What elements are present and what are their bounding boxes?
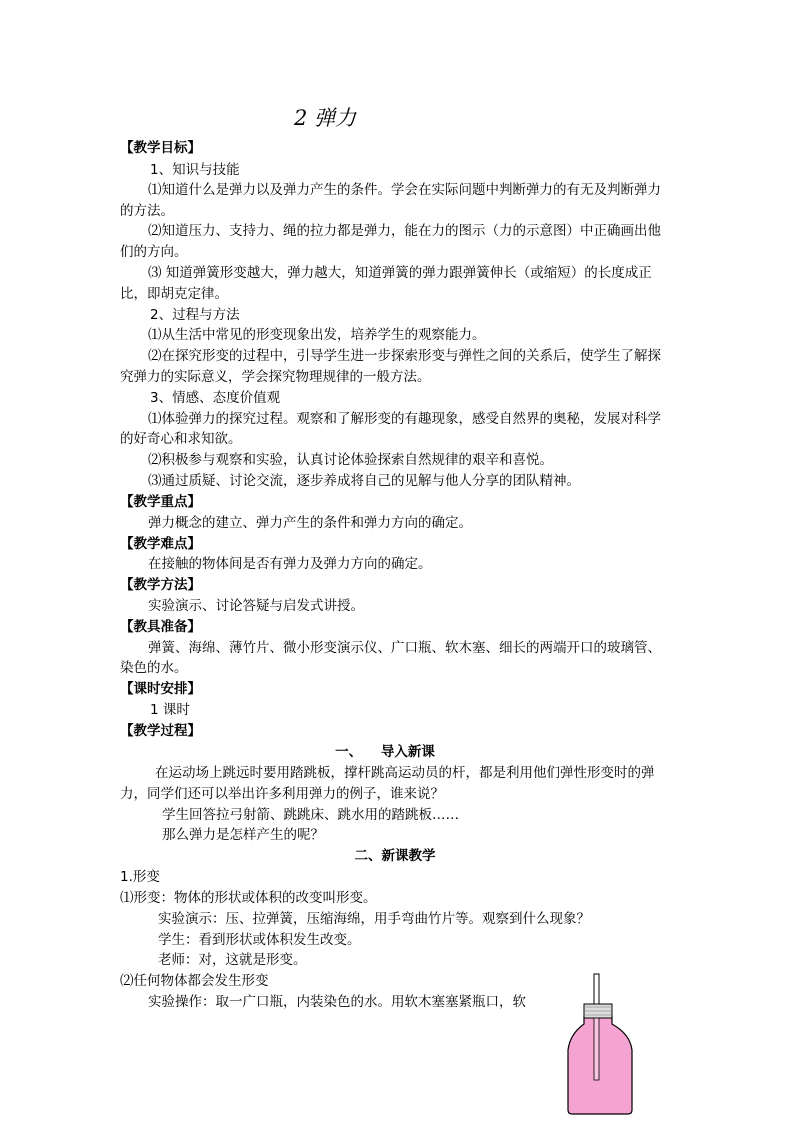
section-heading-introduction: 一、 导入新课 xyxy=(335,744,435,760)
paragraph-line: 老师：对，这就是形变。 xyxy=(158,952,307,968)
paragraph-line: 学生回答拉弓射箭、跳跳床、跳水用的踏跳板…… xyxy=(162,807,459,823)
paragraph-line: 力，同学们还可以举出许多利用弹力的例子，谁来说？ xyxy=(120,786,444,802)
paragraph-line: 染色的水。 xyxy=(120,660,188,676)
paragraph-line: 1.形变 xyxy=(120,869,160,885)
paragraph-line: 究弹力的实际意义，学会探究物理规律的一般方法。 xyxy=(120,369,431,385)
paragraph-line: 那么弹力是怎样产生的呢？ xyxy=(162,827,324,843)
paragraph-line: 在接触的物体间是否有弹力及弹力方向的确定。 xyxy=(148,556,432,572)
heading-teaching-aids: 【教具准备】 xyxy=(120,619,201,635)
subheading-emotion-attitude: 3、情感、态度价值观 xyxy=(150,390,281,406)
paragraph-line: 们的方向。 xyxy=(120,244,188,260)
paragraph-line: ⑶通过质疑、讨论交流，逐步养成将自己的见解与他人分享的团队精神。 xyxy=(148,473,580,489)
paragraph-line: ⑴知道什么是弹力以及弹力产生的条件。学会在实际问题中判断弹力的有无及判断弹力 xyxy=(148,182,661,198)
paragraph-line: 在运动场上跳远时要用踏跳板，撑杆跳高运动员的杆，都是利用他们弹性形变时的弹 xyxy=(155,765,655,781)
heading-difficult-points: 【教学难点】 xyxy=(120,536,201,552)
lesson-title: 2 弹力 xyxy=(293,106,357,130)
paragraph-line: 的方法。 xyxy=(120,203,174,219)
heading-class-hours: 【课时安排】 xyxy=(120,681,201,697)
paragraph-line: ⑶ 知道弹簧形变越大，弹力越大，知道弹簧的弹力跟弹簧伸长（或缩短）的长度成正 xyxy=(148,265,652,281)
heading-key-points: 【教学重点】 xyxy=(120,494,201,510)
paragraph-line: 实验操作：取一广口瓶，内装染色的水。用软木塞塞紧瓶口，软 xyxy=(148,994,526,1010)
paragraph-line: ⑵知道压力、支持力、绳的拉力都是弹力，能在力的图示（力的示意图）中正确画出他 xyxy=(148,223,661,239)
paragraph-line: 弹力概念的建立、弹力产生的条件和弹力方向的确定。 xyxy=(148,515,472,531)
paragraph-line: 实验演示：压、拉弹簧，压缩海绵，用手弯曲竹片等。观察到什么现象？ xyxy=(158,911,590,927)
paragraph-line: 1 课时 xyxy=(150,702,190,718)
paragraph-line: ⑴形变：物体的形状或体积的改变叫形变。 xyxy=(120,890,377,906)
paragraph-line: ⑴体验弹力的探究过程。观察和了解形变的有趣现象，感受自然界的奥秘，发展对科学 xyxy=(148,411,661,427)
flask-illustration xyxy=(560,972,640,1122)
section-heading-new-lesson: 二、新课教学 xyxy=(354,848,436,864)
heading-teaching-objectives: 【教学目标】 xyxy=(120,140,201,156)
paragraph-line: 比，即胡克定律。 xyxy=(120,286,228,302)
paragraph-line: 的好奇心和求知欲。 xyxy=(120,431,242,447)
bottle-body xyxy=(568,1016,632,1114)
heading-teaching-process: 【教学过程】 xyxy=(120,723,201,739)
paragraph-line: 弹簧、海绵、薄竹片、微小形变演示仪、广口瓶、软木塞、细长的两端开口的玻璃管、 xyxy=(148,640,661,656)
subheading-process-method: 2、过程与方法 xyxy=(150,307,240,323)
paragraph-line: ⑵在探究形变的过程中，引导学生进一步探索形变与弹性之间的关系后，使学生了解探 xyxy=(148,348,661,364)
paragraph-line: ⑴从生活中常见的形变现象出发，培养学生的观察能力。 xyxy=(148,327,486,343)
paragraph-line: 实验演示、讨论答疑与启发式讲授。 xyxy=(148,598,364,614)
paragraph-line: ⑵积极参与观察和实验，认真讨论体验探索自然规律的艰辛和喜悦。 xyxy=(148,452,553,468)
paragraph-line: ⑵任何物体都会发生形变 xyxy=(120,973,269,989)
heading-teaching-methods: 【教学方法】 xyxy=(120,577,201,593)
paragraph-line: 学生：看到形状或体积发生改变。 xyxy=(158,932,361,948)
subheading-knowledge-skills: 1、知识与技能 xyxy=(150,162,240,178)
